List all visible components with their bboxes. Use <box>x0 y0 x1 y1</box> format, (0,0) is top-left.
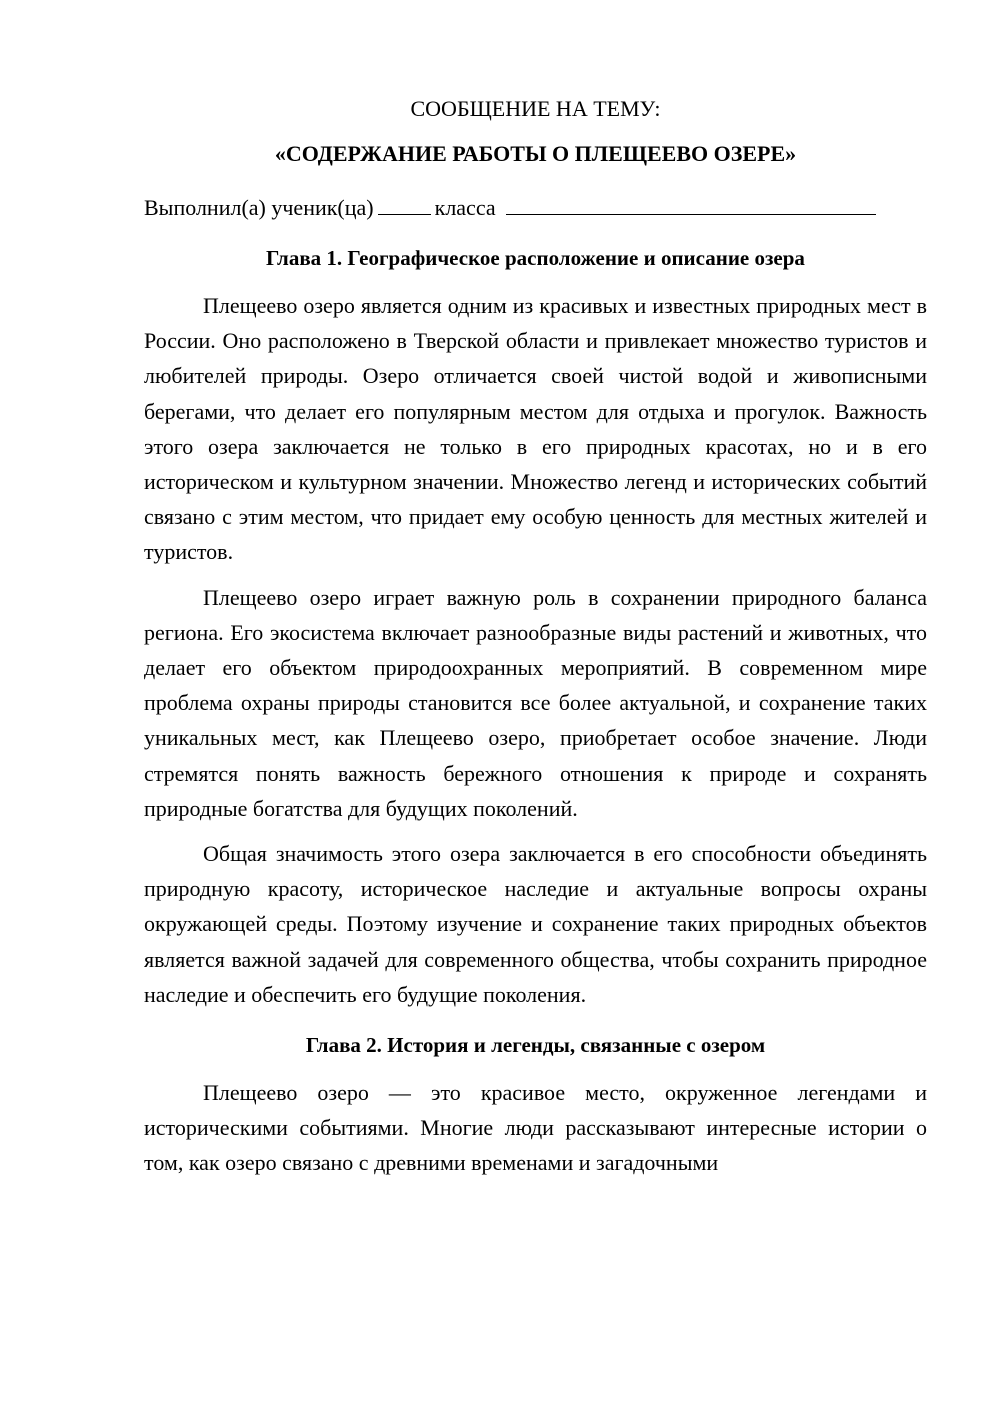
class-number-blank <box>378 192 431 215</box>
author-name-blank <box>506 192 876 215</box>
chapter1-paragraph: Плещеево озеро играет важную роль в сохранении природного баланса региона. Его экосистема включает разнообразные виды растений и животных, что делает его объектом природоохранных мероприятий. В современном мире проблема охраны природы становится все более актуальной, и сохранение таких уникальных мест, как Плещеево озеро, приобретает особое значение. Люди стремятся понять важность бережного отношения к природе и сохранять природные богатства для будущих поколений. <box>144 584 927 821</box>
chapter1-paragraph: Общая значимость этого озера заключается в его способности объединять природную красоту, историческое наследие и актуальные вопросы охраны окружающей среды. Поэтому изучение и сохранение таких природных объектов является важной задачей для современного общества, чтобы сохранить природное наследие и обеспечить его будущие поколения. <box>144 841 927 1007</box>
document-title-line1: СООБЩЕНИЕ НА ТЕМУ: <box>410 96 661 121</box>
chapter1-paragraph: Плещеево озеро является одним из красивых и известных природных мест в России. Оно расположено в Тверской области и привлекает множество туристов и любителей природы. Озеро отличается своей чистой водой и живописными берегами, что делает его популярным местом для отдыха и прогулок. Важность этого озера заключается не только в его природных красотах, но и в его историческом и культурном значении. Множество легенд и исторических событий связано с этим местом, что придает ему особую ценность для местных жителей и туристов. <box>144 293 927 565</box>
author-prefix: Выполнил(а) ученик(ца) <box>144 195 374 220</box>
chapter1-heading: Глава 1. Географическое расположение и описание озера <box>266 246 805 270</box>
chapter2-heading: Глава 2. История и легенды, связанные с озером <box>305 1033 766 1058</box>
class-label: класса <box>434 195 496 220</box>
document-title-line2: «СОДЕРЖАНИЕ РАБОТЫ О ПЛЕЩЕЕВО ОЗЕРЕ» <box>274 141 797 166</box>
author-line <box>144 192 927 223</box>
document-page <box>144 94 927 1181</box>
chapter2-paragraph: Плещеево озеро — это красивое место, окруженное легендами и историческими событиями. Многие люди рассказывают интересные истории о том, как озеро связано с древними временами и загадочными <box>144 1080 927 1176</box>
